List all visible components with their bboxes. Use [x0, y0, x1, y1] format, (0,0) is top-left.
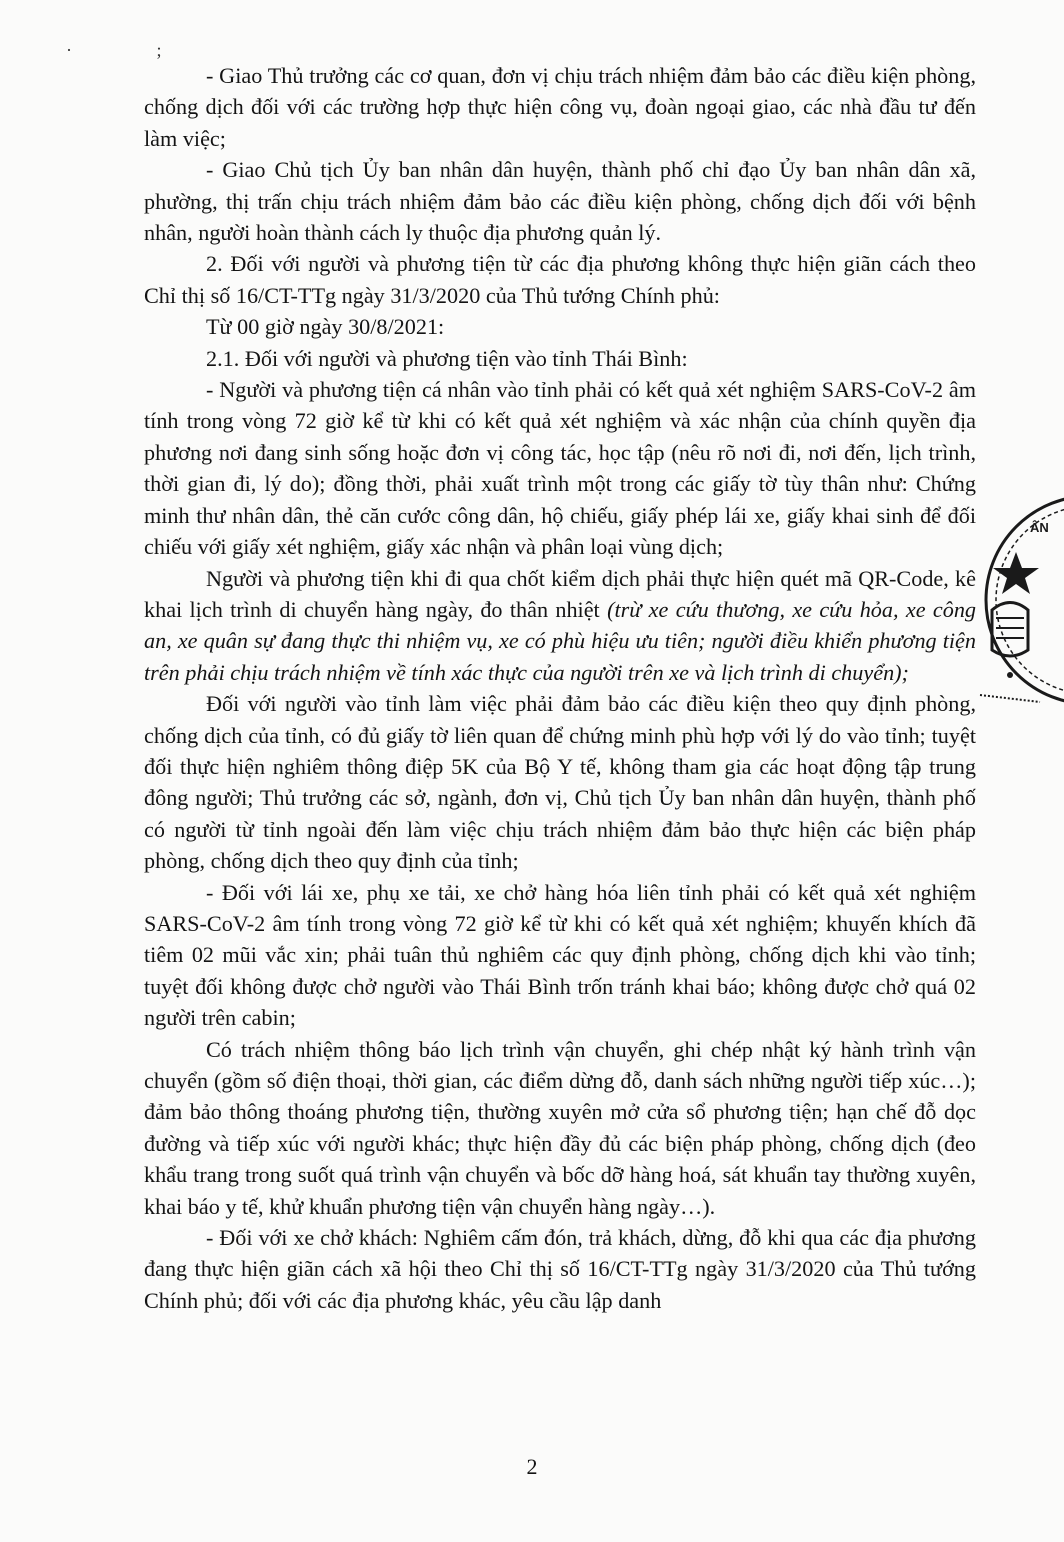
paragraph: - Giao Thủ trưởng các cơ quan, đơn vị chịu trách nhiệm đảm bảo các điều kiện phòng, chống dịch đối với các trường hợp thực hiện công vụ, đoàn ngoại giao, các nhà đầu tư đến làm việc; [144, 63, 976, 151]
paragraph: - Đối với xe chở khách: Nghiêm cấm đón, trả khách, dừng, đỗ khi qua các địa phương đang thực hiện giãn cách xã hội theo Chỉ thị số 16/CT-TTg ngày 31/3/2020 của Thủ tướng Chính phủ; đối với các địa phương khác, yêu cầu lập danh [144, 1225, 976, 1313]
paragraph: Có trách nhiệm thông báo lịch trình vận chuyển, ghi chép nhật ký hành trình vận chuyển (gồm số điện thoại, thời gian, các điểm dừng đỗ, danh sách những người tiếp xúc…); đảm bảo thông thoáng phương tiện, thường xuyên mở cửa sổ phương tiện; hạn chế đỗ dọc đường và tiếp xúc với người khác; thực hiện đầy đủ các biện pháp phòng, chống dịch (đeo khẩu trang trong suốt quá trình vận chuyển và bốc dỡ hàng hoá, sát khuẩn tay thường xuyên, khai báo y tế, khử khuẩn phương tiện vận chuyển hàng ngày…). [144, 1036, 976, 1219]
italic-note: (trừ xe cứu thương, xe cứu hỏa, xe công an, xe quân sự đang thực thi nhiệm vụ, xe có phù hiệu ưu tiên; người điều khiển phương tiện trên phải chịu trách nhiệm về tính xác thực của người trên xe và lịch trình di chuyển); [144, 596, 977, 685]
official-seal-fragment [970, 490, 1064, 720]
scan-marks: · ; [66, 40, 202, 60]
document-body [144, 60, 976, 1316]
paragraph: - Đối với lái xe, phụ xe tải, xe chở hàng hóa liên tỉnh phải có kết quả xét nghiệm SARS-CoV-2 âm tính trong vòng 72 giờ kể từ khi có kết quả xét nghiệm; khuyến khích đã tiêm 02 mũi vắc xin; phải tuân thủ nghiêm các quy định phòng, chống dịch khi vào tỉnh; tuyệt đối không được chở người vào Thái Bình trốn tránh khai báo; không được chở quá 02 người trên cabin; [144, 879, 976, 1031]
page-number: 2 [526, 1454, 538, 1479]
paragraph: Đối với người vào tỉnh làm việc phải đảm bảo các điều kiện theo quy định phòng, chống dịch của tỉnh, có đủ giấy tờ liên quan để chứng minh phù hợp với lý do vào tỉnh; tuyệt đối thực hiện nghiêm thông điệp 5K của Bộ Y tế, không tham gia các hoạt động tập trung đông người; Thủ trưởng các sở, ngành, đơn vị, Chủ tịch Ủy ban nhân dân huyện, thành phố có người từ tỉnh ngoài đến làm việc chịu trách nhiệm đảm bảo thực hiện các biện pháp phòng, chống dịch theo quy định của tỉnh; [144, 691, 976, 874]
paragraph: 2. Đối với người và phương tiện từ các địa phương không thực hiện giãn cách theo Chỉ thị số 16/CT-TTg ngày 31/3/2020 của Thủ tướng Chính phủ: [144, 251, 976, 308]
paragraph: 2.1. Đối với người và phương tiện vào tỉnh Thái Bình: [206, 345, 688, 371]
paragraph: Từ 00 giờ ngày 30/8/2021: [206, 314, 445, 340]
seal-icon [970, 490, 1064, 720]
svg-text:ÂN: ÂN [1030, 520, 1049, 535]
paragraph: - Giao Chủ tịch Ủy ban nhân dân huyện, thành phố chỉ đạo Ủy ban nhân dân xã, phường, thị trấn chịu trách nhiệm đảm bảo các điều kiện phòng, chống dịch đối với bệnh nhân, người hoàn thành cách ly thuộc địa phương quản lý. [144, 157, 976, 246]
paragraph: Người và phương tiện khi đi qua chốt kiểm dịch phải thực hiện quét mã QR-Code, kê khai lịch trình di chuyển hàng ngày, đo thân nhiệt (trừ xe cứu thương, xe cứu hỏa, xe công an, xe quân sự đang thực thi nhiệm vụ, xe có phù hiệu ưu tiên; người điều khiển phương tiện trên phải chịu trách nhiệm về tính xác thực của người trên xe và lịch trình di chuyển); [144, 565, 977, 685]
paragraph: - Người và phương tiện cá nhân vào tỉnh phải có kết quả xét nghiệm SARS-CoV-2 âm tính trong vòng 72 giờ kể từ khi có kết quả xét nghiệm và xác nhận của chính quyền địa phương nơi đang sinh sống hoặc đơn vị công tác, học tập (nêu rõ nơi đi, nơi đến, lịch trình, thời gian đi, lý do); đồng thời, phải xuất trình một trong các giấy tờ tùy thân như: Chứng minh thư nhân dân, thẻ căn cước công dân, hộ chiếu, giấy phép lái xe, giấy khai sinh để đối chiếu với giấy xét nghiệm, giấy xác nhận và phân loại vùng dịch; [144, 377, 976, 560]
